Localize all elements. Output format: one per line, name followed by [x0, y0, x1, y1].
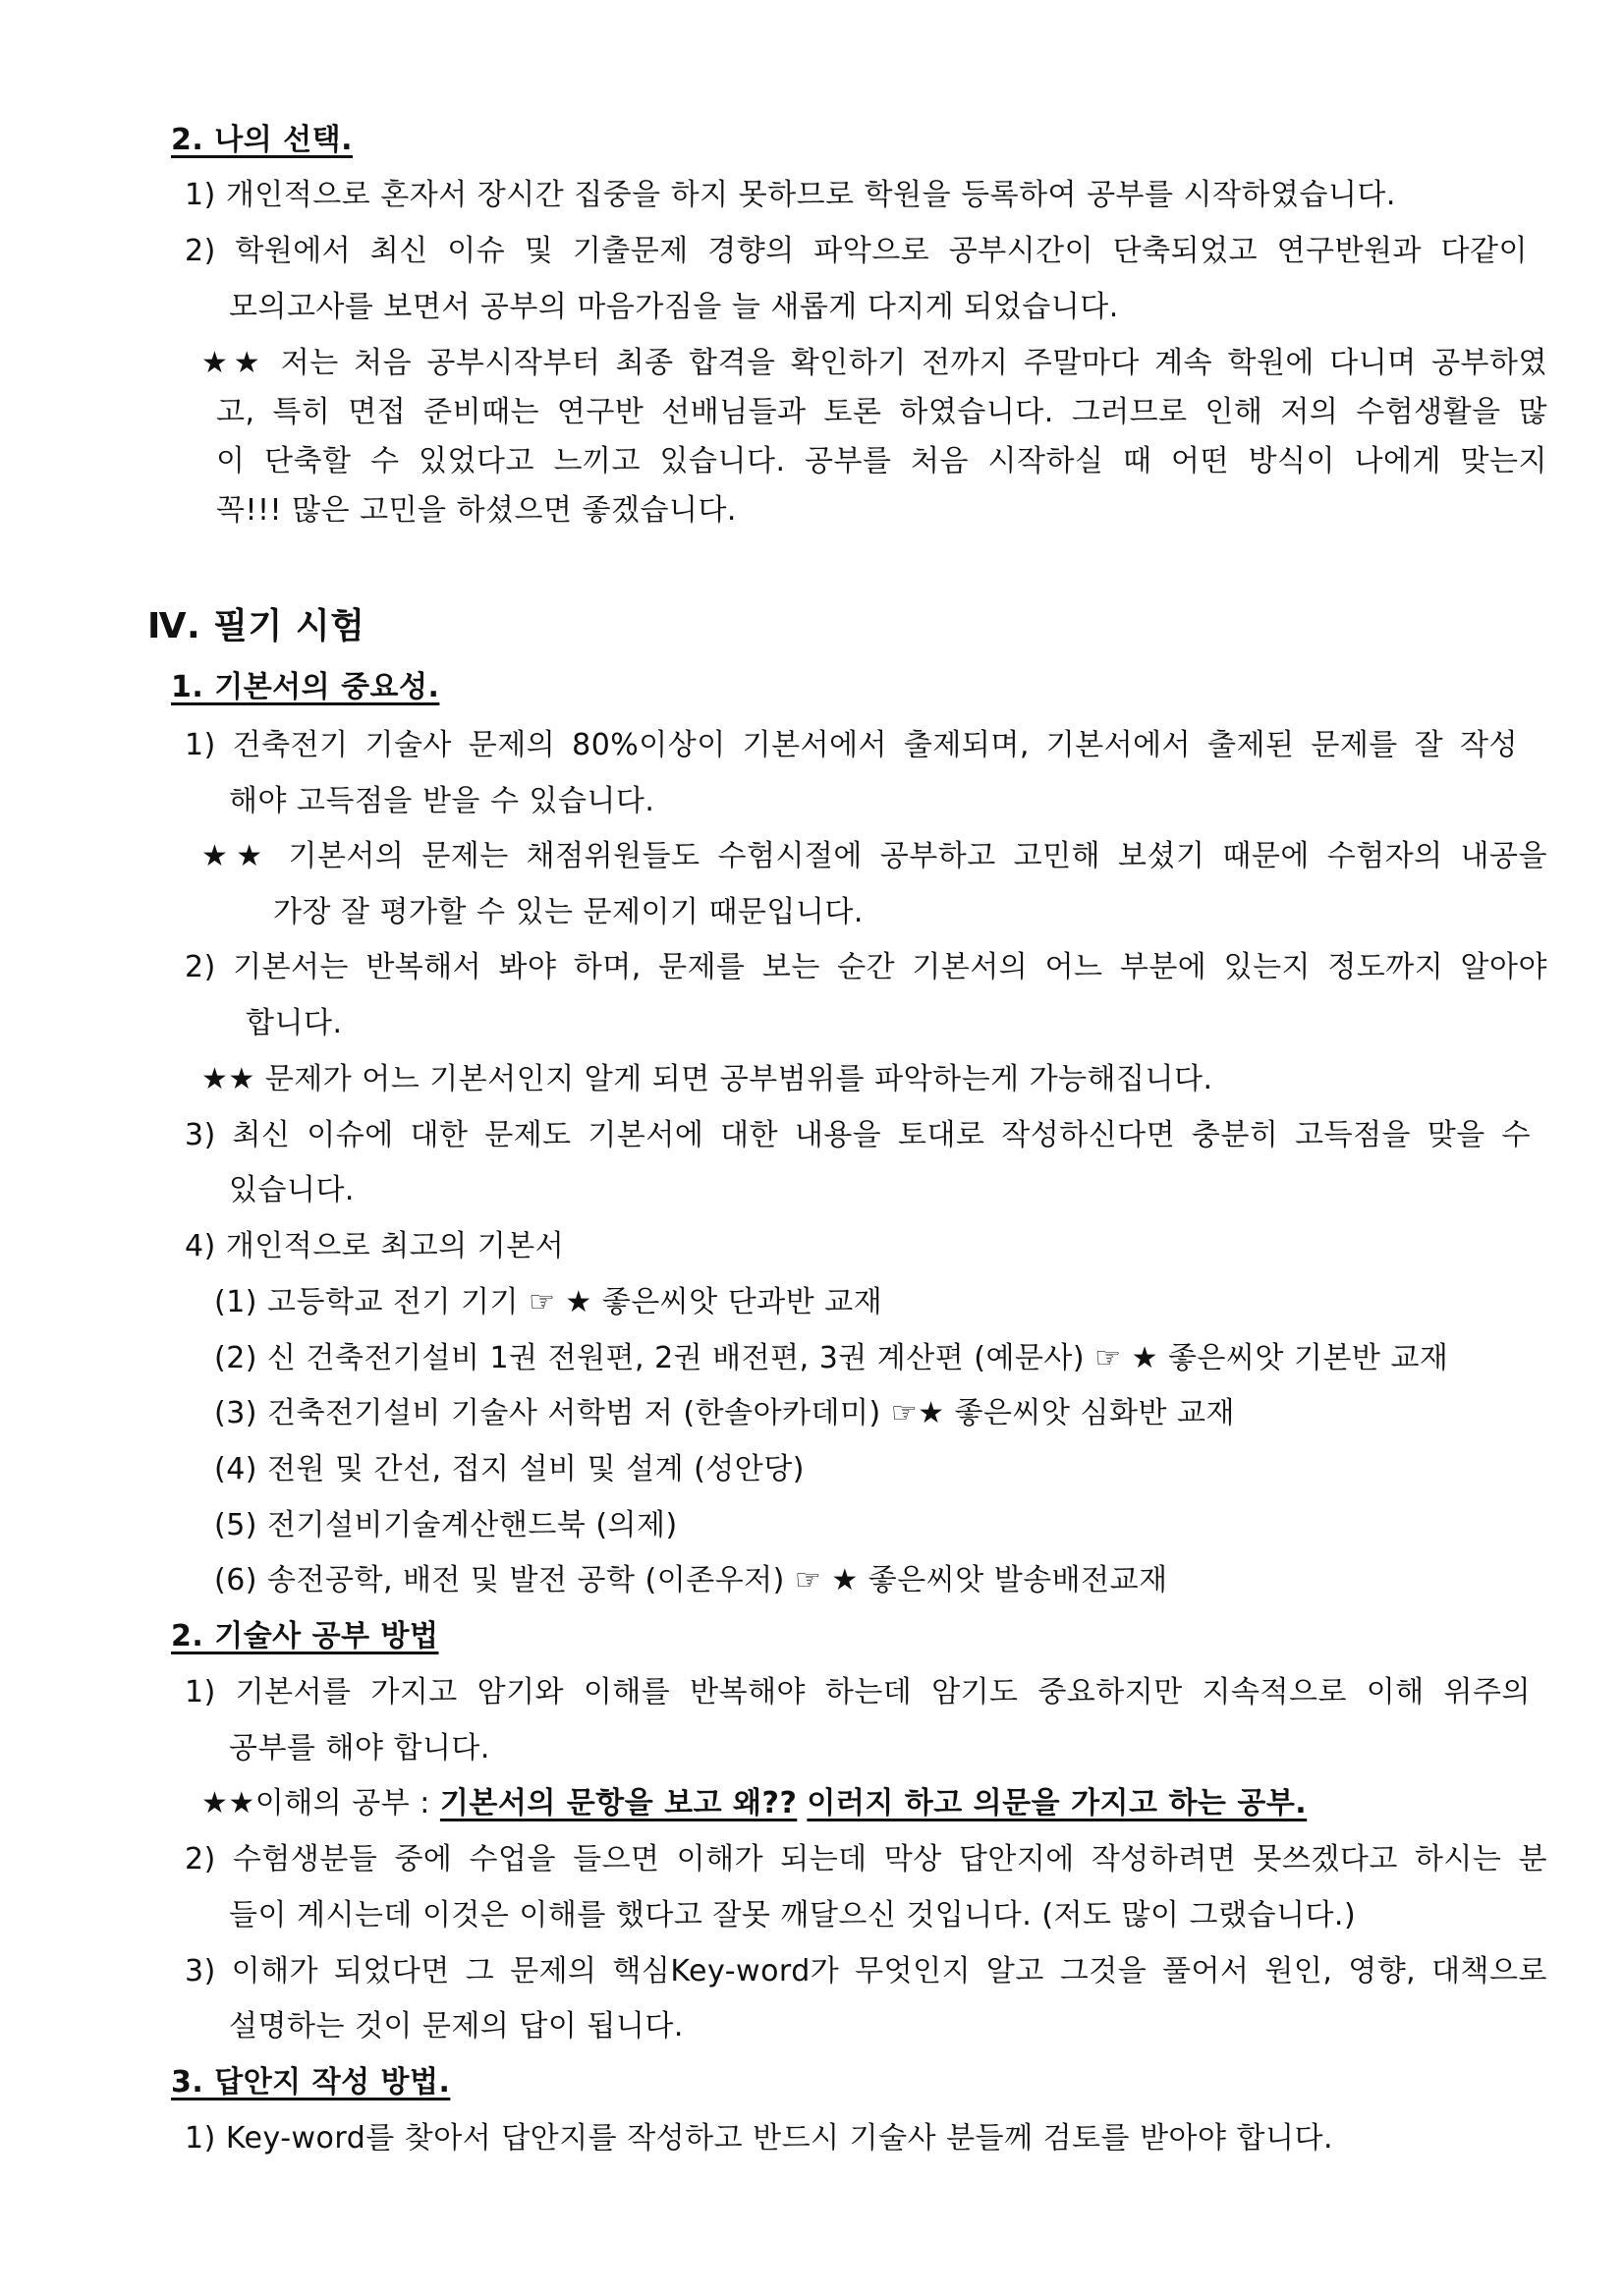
section-heading: 2. 기술사 공부 방법 [171, 1619, 439, 1653]
note-emphasis: 이러지 하고 의문을 가지고 하는 공부. [807, 1786, 1308, 1820]
paragraph-line: 해야 고득점을 받을 수 있습니다. [229, 784, 655, 818]
note-line: 가장 잘 평가할 수 있는 문제이기 때문입니다. [273, 895, 864, 929]
chapter-heading: Ⅳ. 필기 시험 [147, 606, 365, 646]
paragraph-line: 2) 학원에서 최신 이슈 및 기출문제 경향의 파악으로 공부시간이 단축되었고 연구반원과 다같이 [185, 234, 1528, 268]
paragraph-line: 1) 기본서를 가지고 암기와 이해를 반복해야 하는데 암기도 중요하지만 지속적으로 이해 위주의 [185, 1675, 1531, 1709]
paragraph-line: 1) 건축전기 기술사 문제의 80%이상이 기본서에서 출제되며, 기본서에서 출제된 문제를 잘 작성 [185, 728, 1518, 762]
paragraph-line: 공부를 해야 합니다. [229, 1731, 490, 1765]
paragraph-line: 3) 이해가 되었다면 그 문제의 핵심Key-word가 무엇인지 알고 그것을 풀어서 원인, 영향, 대책으로 [185, 1954, 1547, 1988]
book-list-item: (3) 건축전기설비 기술사 서학범 저 (한솔아카데미) ☞★ 좋은씨앗 심화반 교재 [214, 1396, 1235, 1430]
paragraph-line: 1) Key-word를 찾아서 답안지를 작성하고 반드시 기술사 분들께 검토를 받아야 합니다. [185, 2121, 1334, 2156]
paragraph-line: 2) 기본서는 반복해서 봐야 하며, 문제를 보는 순간 기본서의 어느 부분에 있는지 정도까지 알아야 [185, 950, 1547, 984]
paragraph-line: 3) 최신 이슈에 대한 문제도 기본서에 대한 내용을 토대로 작성하신다면 충분히 고득점을 맞을 수 [185, 1118, 1531, 1152]
paragraph-line: 1) 개인적으로 혼자서 장시간 집중을 하지 못하므로 학원을 등록하여 공부를 시작하였습니다. [185, 178, 1396, 212]
note-line: 꼭!!! 많은 고민을 하셨으면 좋겠습니다. [216, 493, 737, 528]
note-line: ★★ 문제가 어느 기본서인지 알게 되면 공부범위를 파악하는게 가능해집니다. [201, 1062, 1213, 1096]
book-list-item: (5) 전기설비기술계산핸드북 (의제) [214, 1508, 678, 1542]
section-heading: 1. 기본서의 중요성. [171, 670, 440, 704]
paragraph-line: 들이 계시는데 이것은 이해를 했다고 잘못 깨달으신 것입니다. (저도 많이 그랬습니다.) [229, 1898, 1357, 1932]
book-list-item: (4) 전원 및 간선, 접지 설비 및 설계 (성안당) [214, 1452, 805, 1486]
note-line: ★★ 기본서의 문제는 채점위원들도 수험시절에 공부하고 고민해 보셨기 때문에 수험자의 내공을 [201, 839, 1547, 873]
book-list-item: (6) 송전공학, 배전 및 발전 공학 (이존우저) ☞ ★ 좋은씨앗 발송배전교재 [214, 1563, 1168, 1597]
note-line: ★★ 저는 처음 공부시작부터 최종 합격을 확인하기 전까지 주말마다 계속 학원에 다니며 공부하였 [201, 346, 1547, 380]
book-list-item: (2) 신 건축전기설비 1권 전원편, 2권 배전편, 3권 계산편 (예문사) ☞ ★ 좋은씨앗 기본반 교재 [214, 1341, 1449, 1375]
paragraph-line: 있습니다. [229, 1173, 355, 1207]
note-line [201, 1784, 1307, 1823]
paragraph-line: 합니다. [246, 1006, 343, 1040]
paragraph-line: 모의고사를 보면서 공부의 마음가짐을 늘 새롭게 다지게 되었습니다. [229, 290, 1119, 324]
section-heading: 2. 나의 선택. [171, 123, 353, 157]
paragraph-line: 2) 수험생분들 중에 수업을 들으면 이해가 되는데 막상 답안지에 작성하려면 못쓰겠다고 하시는 분 [185, 1842, 1547, 1876]
note-line: 고, 특히 면접 준비때는 연구반 선배님들과 토론 하였습니다. 그러므로 인해 저의 수험생활을 많 [216, 395, 1547, 429]
note-line: 이 단축할 수 있었다고 느끼고 있습니다. 공부를 처음 시작하실 때 어떤 방식이 나에게 맞는지 [216, 444, 1547, 478]
paragraph-line: 4) 개인적으로 최고의 기본서 [185, 1229, 565, 1263]
note-emphasis: 기본서의 문항을 보고 왜?? [439, 1786, 798, 1820]
section-heading: 3. 답안지 작성 방법. [171, 2065, 451, 2100]
paragraph-line: 설명하는 것이 문제의 답이 됩니다. [229, 2009, 684, 2044]
book-list-item: (1) 고등학교 전기 기기 ☞ ★ 좋은씨앗 단과반 교재 [214, 1285, 883, 1319]
note-prefix: ★★이해의 공부 : [201, 1786, 440, 1820]
